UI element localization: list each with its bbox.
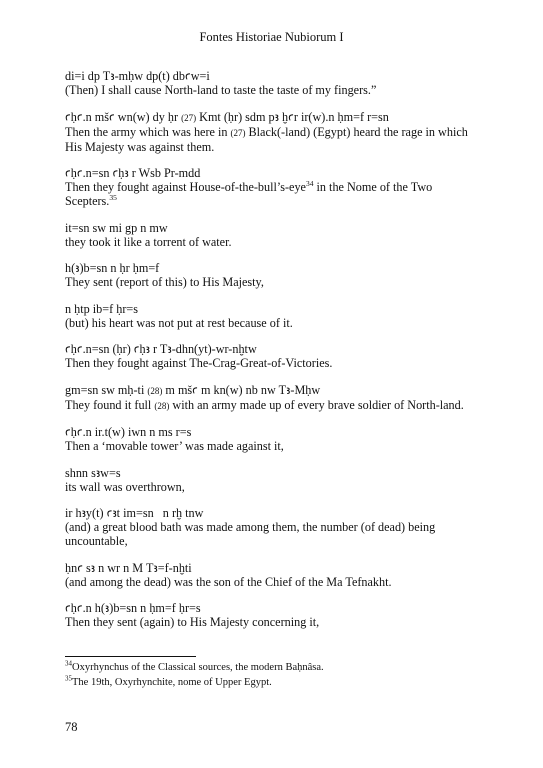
text-entry: [65, 110, 475, 154]
transliteration-line: ir hꜣy(t) ꜥꜣt im=sn n rḫ tnw: [65, 506, 204, 520]
transliteration-line: h(ꜣ)b=sn n ḥr ḥm=f: [65, 261, 160, 275]
translation-line: [65, 398, 475, 413]
transliteration-line: ꜥḥꜥ.n=sn (ḥr) ꜥḥꜣ r Tꜣ-dhn(yt)-wr-nḫtw: [65, 342, 257, 356]
translation-line: (but) his heart was not put at rest because of it.: [65, 315, 293, 330]
translation-line: Then they fought against The-Crag-Great-of-Victories.: [65, 356, 333, 370]
text-entry: [65, 261, 475, 289]
transliteration-line: [65, 110, 475, 125]
translation-part: Then the army which was here in: [65, 124, 228, 139]
translation-part: Black(-land) (Egypt) heard the rage in which His Majesty was against them.: [65, 124, 468, 154]
translation-line: Then they sent (again) to His Majesty concerning it,: [65, 615, 320, 629]
line-number: (27): [230, 127, 246, 138]
text-entry: [65, 166, 475, 208]
footnote-marker: 34: [65, 659, 72, 668]
text-entry: [65, 302, 475, 330]
translation-line: [65, 180, 475, 208]
translation-line: They sent (report of this) to His Majesty,: [65, 275, 264, 289]
transliteration-part: m mšꜥ m kn(w) nb nw Tꜣ-Mḥw: [165, 382, 321, 397]
translation-line: (and among the dead) was the son of the Chief of the Ma Tefnakht.: [65, 574, 392, 589]
transliteration-line: ꜥḥꜥ.n=sn ꜥḥꜣ r Wsb Pr-mdd: [65, 166, 201, 180]
line-number: (28): [147, 385, 163, 396]
footnote-text: The 19th, Oxyrhynchite, nome of Upper Egypt.: [72, 677, 272, 688]
text-entry: [65, 506, 475, 548]
footnote-ref: 34: [305, 178, 314, 188]
transliteration-line: n ḥtp ib=f ḥr=s: [65, 301, 138, 316]
transliteration-line: di=i dp Tꜣ-mḥw dp(t) dbꜥw=i: [65, 69, 210, 83]
text-entry: [65, 342, 475, 370]
translation-part: They found it full: [65, 397, 152, 412]
line-number: (27): [181, 112, 197, 123]
transliteration-part: ꜥḥꜥ.n mšꜥ wn(w) dy ḥr: [65, 109, 179, 124]
footnote: [65, 660, 485, 675]
translation-line: (and) a great blood bath was made among them, the number (of dead) being uncountable,: [65, 520, 436, 548]
transliteration-line: ḥnꜥ sꜣ n wr n M Tꜣ=f-nḫti: [65, 560, 192, 575]
text-entry: [65, 466, 475, 494]
transliteration-line: ꜥḥꜥ.n h(ꜣ)b=sn n ḥm=f ḥr=s: [65, 601, 201, 615]
footnote: [65, 675, 485, 690]
translation-line: they took it like a torrent of water.: [65, 234, 232, 249]
translation-part: Then they fought against House-of-the-bull’s-eye: [65, 180, 306, 194]
text-entry: [65, 561, 475, 589]
translation-line: (Then) I shall cause North-land to taste the taste of my fingers.”: [65, 83, 377, 97]
transliteration-line: it=sn sw mi gp n mw: [65, 220, 168, 235]
footnote-ref: 35: [109, 192, 117, 202]
text-entry: [65, 69, 475, 97]
transliteration-part: gm=sn sw mḥ-ti: [65, 382, 145, 397]
text-entry: [65, 383, 475, 413]
line-number: (28): [154, 400, 170, 411]
main-text: [65, 69, 475, 642]
transliteration-line: [65, 383, 475, 398]
footnote-text: Oxyrhynchus of the Classical sources, the modern Baḥnâsa.: [72, 662, 324, 673]
transliteration-line: ꜥḥꜥ.n ir.t(w) iwn n ms r=s: [65, 425, 192, 439]
transliteration-part: Kmt (ḥr) sdm pꜣ ḫꜥr ir(w).n ḥm=f r=sn: [199, 109, 389, 124]
text-entry: [65, 425, 475, 453]
translation-part: in the Nome of the Two Scepters.: [65, 180, 433, 208]
text-entry: [65, 601, 475, 629]
text-entry: [65, 221, 475, 249]
footnote-marker: 35: [65, 674, 72, 683]
translation-line: [65, 125, 475, 154]
translation-line: its wall was overthrown,: [65, 479, 185, 494]
footnote-divider: [65, 656, 196, 657]
translation-line: Then a ‘movable tower’ was made against it,: [65, 439, 284, 453]
footnotes: [65, 660, 485, 690]
translation-part: with an army made up of every brave soldier of North-land.: [172, 397, 464, 412]
page-number: 78: [65, 720, 78, 734]
transliteration-line: shnn sꜣw=s: [65, 465, 121, 480]
running-header: Fontes Historiae Nubiorum I: [199, 30, 344, 44]
